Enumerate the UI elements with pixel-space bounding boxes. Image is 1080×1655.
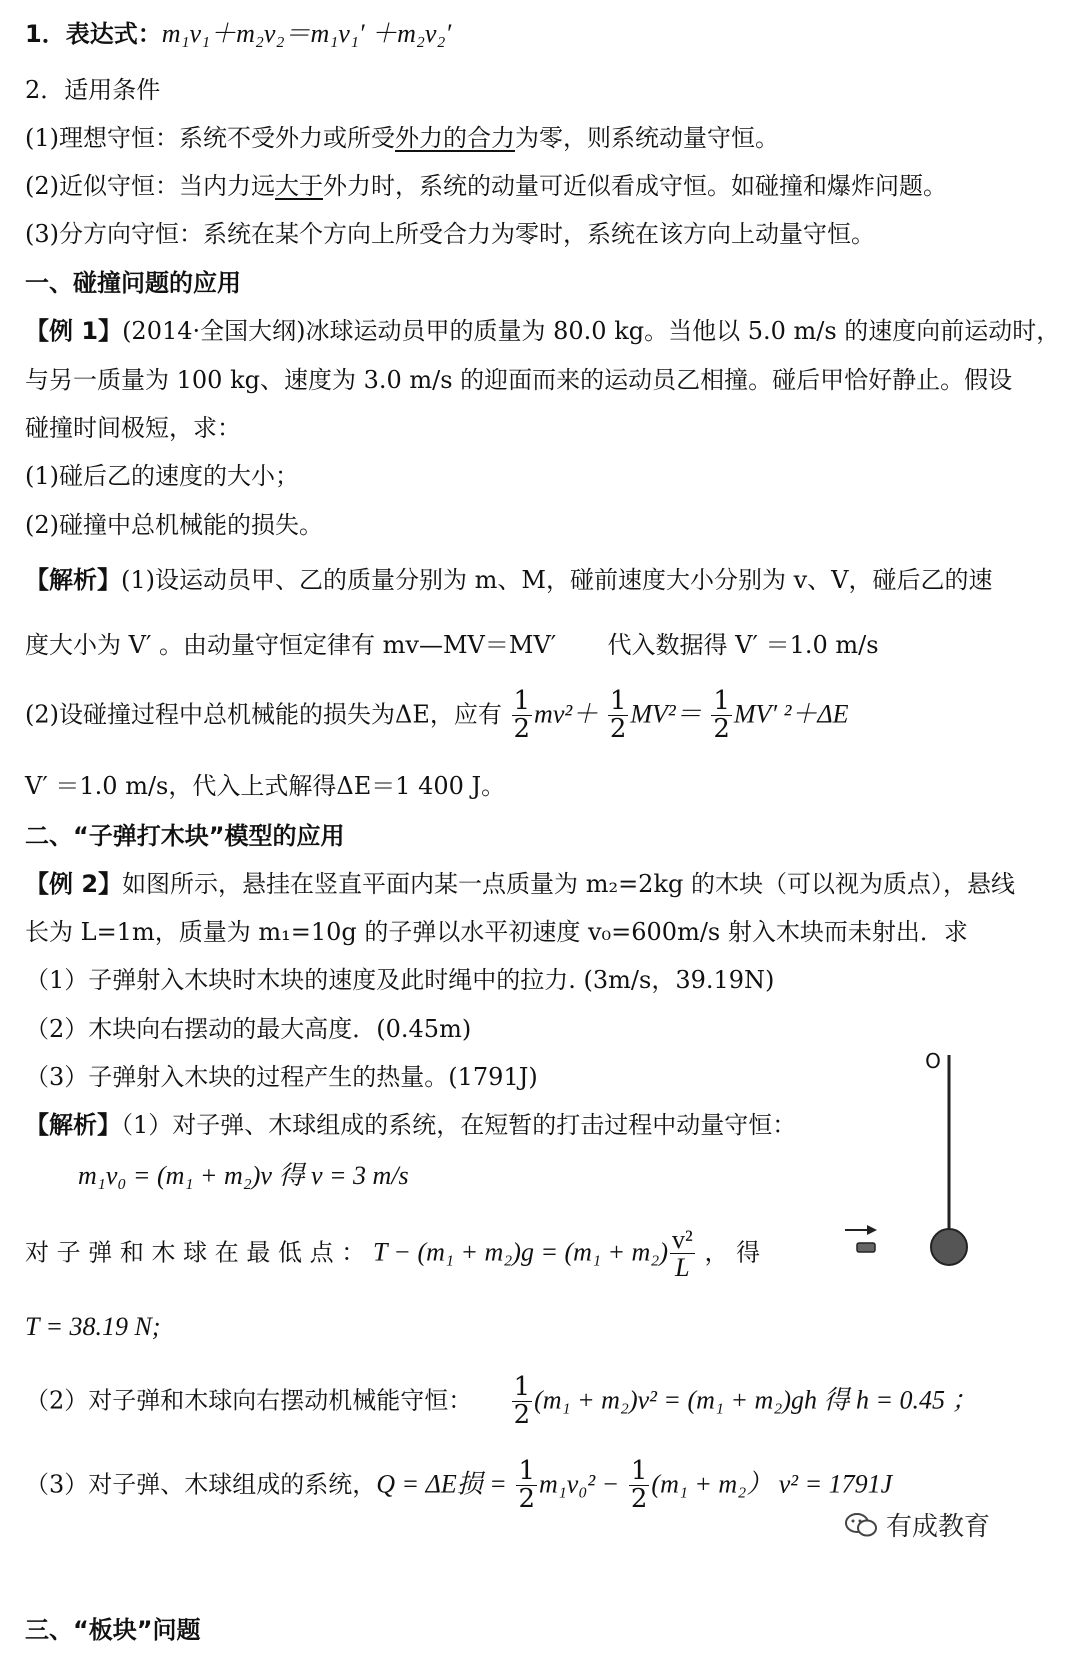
fraction-den: 2 [518, 1484, 535, 1515]
frac-l: L [675, 1253, 690, 1283]
heat-label: （3）对子弹、木球组成的系统， [25, 1470, 377, 1499]
condition-ideal-text-end: 为零，则系统动量守恒。 [515, 124, 779, 152]
example2-line2: 长为 L=1m，质量为 m₁=10g 的子弹以水平初速度 v₀=600m/s 射入木块而未射出．求 [25, 918, 968, 946]
momentum-equation-text: 度大小为 V′ 。由动量守恒定律有 mv—MV＝MV′ [25, 631, 557, 659]
lowest-point-label: 对 子 弹 和 木 球 在 最 低 点 ： [25, 1238, 366, 1267]
heat-line [25, 1458, 892, 1514]
example2-question3: （3）子弹射入木块的过程产生的热量。(1791J) [25, 1063, 538, 1091]
half-fraction [512, 688, 533, 744]
condition-ideal [25, 124, 779, 153]
underlined-greater-than: 大于 [275, 172, 323, 200]
lowest-point-tail: ， 得 [704, 1238, 761, 1267]
half-fraction [711, 688, 732, 744]
momentum-conservation-formula: m₁v₁＋m₂v₂＝m₁v₁′ ＋m₂v₂′ [161, 19, 452, 48]
example2-tag: 【例 2】 [25, 870, 123, 898]
solution2-text: （1）对子弹、木球组成的系统，在短暂的打击过程中动量守恒： [121, 1111, 797, 1139]
heat-tail: (m₁ + m₂） v² = 1791J [651, 1469, 893, 1499]
solution1-text: (1)设运动员甲、乙的质量分别为 m、M，碰前速度大小分别为 v、V，碰后乙的速 [121, 566, 993, 594]
collision-section-title: 一、碰撞问题的应用 [25, 269, 241, 297]
fraction-den: 2 [630, 1484, 648, 1515]
watermark-text: 有成教育 [885, 1512, 990, 1542]
energy-term-3: MV′ ²＋ΔE [733, 699, 849, 729]
example1-line1 [25, 317, 1060, 346]
wooden-block [931, 1229, 967, 1265]
example2-text: 如图所示，悬挂在竖直平面内某一点质量为 m₂=2kg 的木块（可以视为质点），悬线 [122, 870, 1015, 898]
swing-energy-line [25, 1374, 978, 1430]
fraction-den: 2 [713, 714, 730, 745]
fraction-num: 1 [518, 1456, 535, 1486]
fraction-den: 2 [513, 714, 531, 745]
underlined-net-external-force: 外力的合力 [395, 124, 515, 152]
condition-approx-text-end: 外力时，系统的动量可近似看成守恒。如碰撞和爆炸问题。 [323, 172, 947, 200]
velocity-arrowhead [867, 1225, 877, 1235]
expression-label: 1．表达式： [25, 20, 162, 48]
half-fraction [608, 688, 629, 744]
swing-label: （2）对子弹和木球向右摆动机械能守恒： [25, 1386, 473, 1415]
energy-loss-text: (2)设碰撞过程中总机械能的损失为ΔE，应有 [25, 700, 502, 729]
fraction-num: 1 [630, 1456, 648, 1486]
bullet [857, 1243, 875, 1252]
solution1-line1 [25, 566, 992, 595]
fraction-num: 1 [513, 686, 531, 716]
substitution-result: 代入数据得 V′ ＝1.0 m/s [607, 631, 879, 659]
bullet-section-title: 二、“子弹打木块”模型的应用 [25, 822, 345, 850]
condition-approximate [25, 172, 947, 201]
pivot-label: O [925, 1049, 941, 1073]
example1-line3: 碰撞时间极短，求： [25, 414, 241, 442]
example1-question2: (2)碰撞中总机械能的损失。 [25, 511, 323, 539]
fraction-num: 1 [609, 686, 627, 716]
example2-question1: （1）子弹射入木块时木块的速度及此时绳中的拉力. (3m/s，39.19N) [25, 966, 775, 994]
fraction-num: 1 [513, 1372, 531, 1402]
heat-middle: m₁v₀² − [538, 1469, 620, 1499]
condition-ideal-text: (1)理想守恒：系统不受外力或所受 [25, 124, 395, 152]
fraction-den: 2 [513, 1400, 531, 1431]
pendulum-diagram [845, 1040, 1015, 1300]
energy-term-2: MV²＝ [630, 699, 702, 729]
watermark [844, 1506, 990, 1543]
solution1-tag: 【解析】 [25, 566, 121, 594]
half-fraction [516, 1458, 537, 1514]
expression-line [25, 18, 451, 49]
energy-term-1: mv²＋ [534, 699, 599, 729]
heat-lhs: Q = ΔE损 = [376, 1469, 507, 1499]
frac-v2: v² [672, 1225, 693, 1254]
half-fraction [629, 1458, 650, 1514]
condition-approx-text: (2)近似守恒：当内力远 [25, 172, 275, 200]
board-section-title: 三、“板块”问题 [25, 1616, 201, 1644]
example1-line2: 与另一质量为 100 kg、速度为 3.0 m/s 的迎面而来的运动员乙相撞。碰后甲恰好静止。假设 [25, 366, 1013, 394]
condition-directional: (3)分方向守恒：系统在某个方向上所受合力为零时，系统在该方向上动量守恒。 [25, 220, 875, 248]
energy-loss-result: V′ ＝1.0 m/s，代入上式解得ΔE＝1 400 J。 [25, 772, 506, 800]
wechat-icon [844, 1511, 878, 1539]
solution1-energy-line [25, 688, 849, 744]
solution2-tag: 【解析】 [25, 1111, 121, 1139]
example2-question2: （2）木块向右摆动的最大高度．(0.45m) [25, 1015, 472, 1043]
tension-equation-lhs: T − (m₁ + m₂)g = (m₁ + m₂) [372, 1237, 669, 1267]
example2-line1 [25, 870, 1015, 899]
lowest-point-line [25, 1226, 760, 1282]
v-squared-over-l [670, 1226, 695, 1282]
solution1-line2 [25, 631, 879, 660]
example1-tag: 【例 1】 [25, 317, 123, 345]
solution2-intro [25, 1111, 796, 1140]
example1-question1: (1)碰后乙的速度的大小； [25, 462, 299, 490]
example1-text: (2014·全国大纲)冰球运动员甲的质量为 80.0 kg。当他以 5.0 m/s 的速度向前运动时， [122, 317, 1061, 345]
tension-result: T = 38.19 N; [25, 1312, 161, 1341]
momentum-equation-bullet: m₁v₀ = (m₁ + m₂)v 得 v = 3 m/s [78, 1161, 409, 1190]
half-fraction [512, 1374, 533, 1430]
fraction-num: 1 [713, 686, 730, 716]
fraction-den: 2 [609, 714, 627, 745]
swing-equation: (m₁ + m₂)v² = (m₁ + m₂)gh 得 h = 0.45 ； [534, 1385, 978, 1415]
conditions-title: 2．适用条件 [25, 76, 161, 104]
